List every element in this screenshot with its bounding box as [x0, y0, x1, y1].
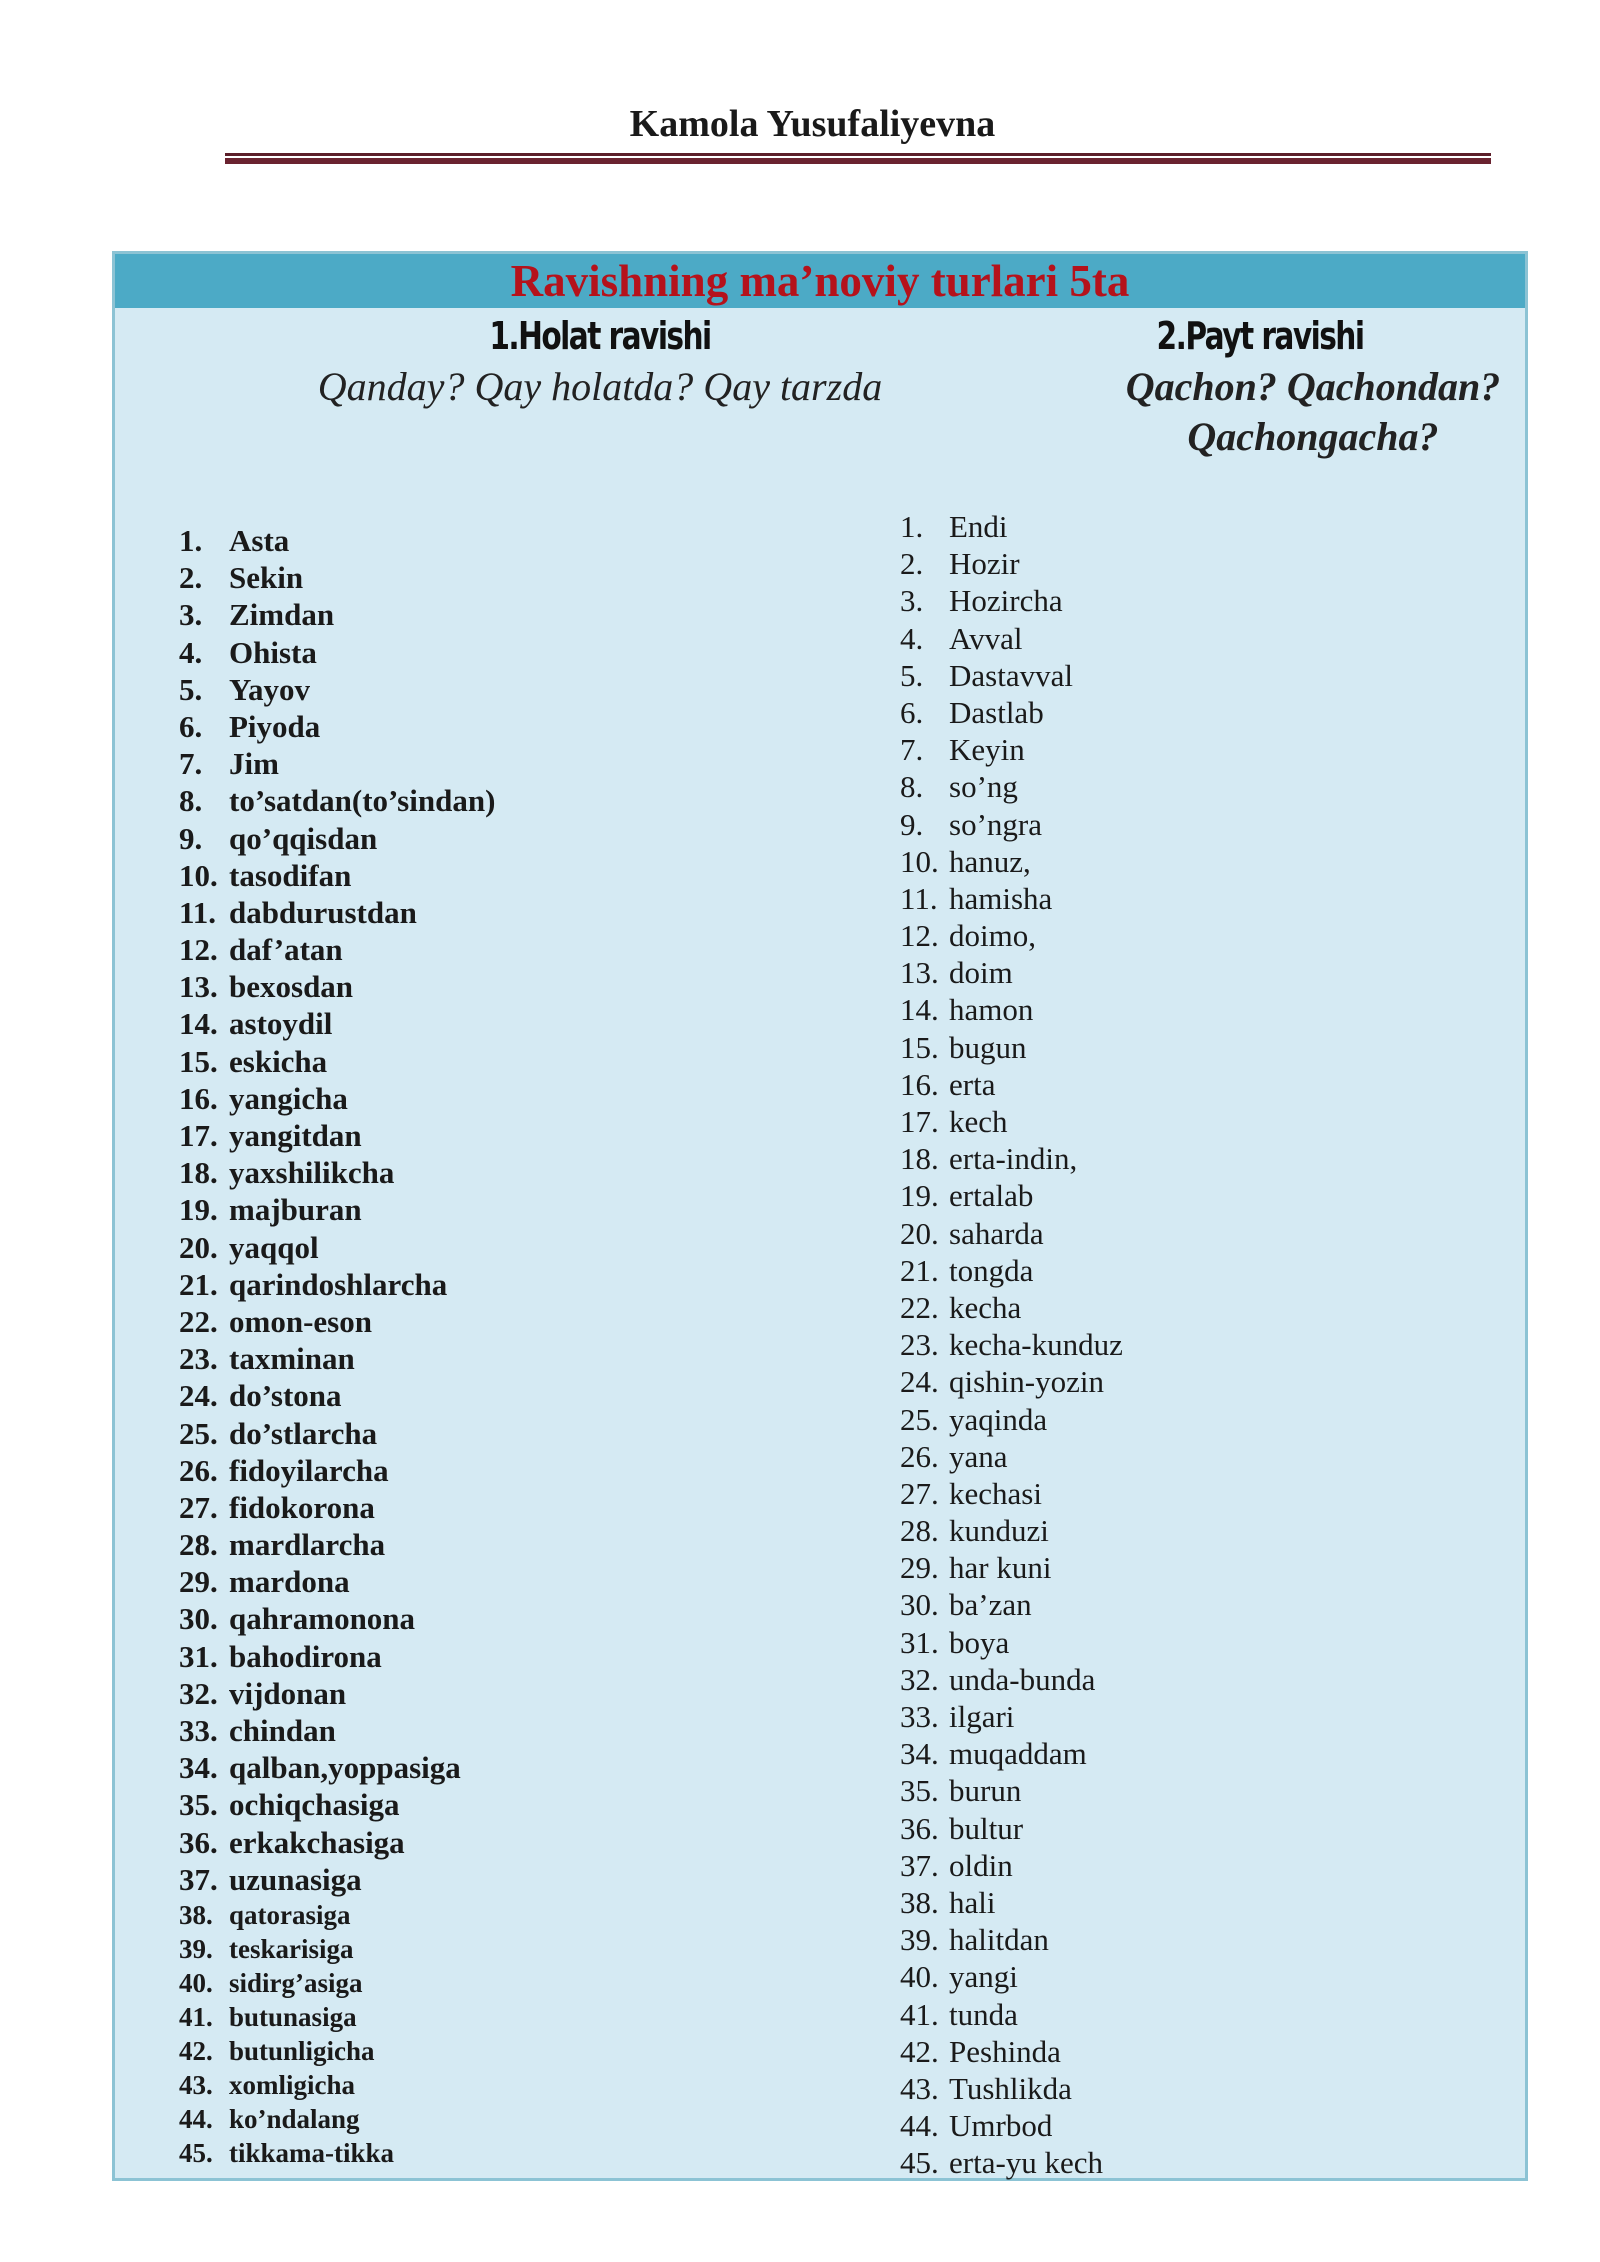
- list-item-text: har kuni: [949, 1550, 1052, 1586]
- list-item-text: sidirg’asiga: [229, 1967, 363, 1998]
- list-item-number: 23.: [179, 1341, 218, 1377]
- list-item: [900, 1289, 1123, 1326]
- list-item-text: Umrbod: [949, 2108, 1053, 2144]
- list-item-number: 44.: [900, 2108, 939, 2144]
- list-item-number: 7.: [900, 732, 924, 768]
- holat-list: [179, 522, 495, 2170]
- list-item-text: Avval: [949, 620, 1023, 656]
- author-name: Kamola Yusufaliyevna: [629, 103, 996, 145]
- list-item: [900, 1586, 1123, 1623]
- list-item-text: bahodirona: [229, 1638, 382, 1674]
- list-item: [900, 1475, 1123, 1512]
- list-item-text: hamon: [949, 992, 1034, 1028]
- list-item: [179, 522, 495, 559]
- list-item-text: Peshinda: [949, 2033, 1061, 2069]
- list-item-number: 28.: [179, 1527, 218, 1563]
- list-item-text: yana: [949, 1438, 1008, 1474]
- list-item-number: 33.: [179, 1713, 218, 1748]
- list-item-number: 38.: [900, 1884, 939, 1920]
- list-item-text: Jim: [229, 746, 279, 782]
- list-item-number: 3.: [900, 583, 924, 619]
- list-item-number: 7.: [179, 746, 203, 782]
- list-item: [179, 1117, 495, 1154]
- list-item-number: 8.: [179, 783, 203, 819]
- list-item: [179, 596, 495, 633]
- list-item-text: doimo,: [949, 918, 1036, 954]
- list-item-number: 37.: [900, 1847, 939, 1883]
- list-item: [179, 894, 495, 931]
- list-item-text: chindan: [229, 1713, 336, 1748]
- list-item-number: 9.: [179, 820, 203, 856]
- list-item-number: 3.: [179, 597, 203, 633]
- list-item: [179, 1191, 495, 1228]
- header-rule-thick: [225, 158, 1491, 164]
- payt-list: [900, 508, 1123, 2181]
- list-item-text: kech: [949, 1104, 1008, 1139]
- list-item: [179, 782, 495, 819]
- list-item-text: qishin-yozin: [949, 1364, 1104, 1400]
- list-item-number: 13.: [179, 969, 218, 1005]
- list-item-number: 33.: [900, 1699, 939, 1734]
- list-item-number: 17.: [179, 1118, 218, 1153]
- list-item: [900, 1401, 1123, 1438]
- list-item: [179, 1638, 495, 1675]
- question-line-1: Qachon? Qachondan?: [1125, 364, 1501, 409]
- list-item-text: qatorasiga: [229, 1899, 351, 1930]
- list-item-number: 23.: [900, 1327, 939, 1363]
- list-item: [179, 1526, 495, 1563]
- list-item: [900, 880, 1123, 917]
- list-item-text: Dastlab: [949, 694, 1044, 730]
- list-item: [900, 1624, 1123, 1661]
- list-item: [900, 1661, 1123, 1698]
- list-item: [179, 1966, 495, 2000]
- list-item-text: kecha: [949, 1289, 1022, 1325]
- list-item-text: erta-indin,: [949, 1141, 1078, 1177]
- list-item-number: 19.: [900, 1178, 939, 1214]
- list-item-number: 12.: [179, 932, 218, 968]
- list-item-number: 43.: [179, 2069, 213, 2100]
- list-item-number: 29.: [900, 1550, 939, 1586]
- list-item: [179, 1898, 495, 1932]
- list-item: [900, 954, 1123, 991]
- list-item-number: 40.: [179, 1967, 213, 1998]
- list-item-number: 12.: [900, 918, 939, 954]
- list-item-text: kunduzi: [949, 1513, 1049, 1549]
- list-item-text: erta-yu kech: [949, 2145, 1104, 2181]
- list-item-number: 21.: [900, 1252, 939, 1288]
- list-item-number: 31.: [179, 1638, 218, 1674]
- list-item-text: bugun: [949, 1029, 1027, 1065]
- list-item: [900, 1215, 1123, 1252]
- list-item: [179, 1080, 495, 1117]
- list-item: [179, 1749, 495, 1786]
- list-item: [900, 1884, 1123, 1921]
- list-item: [179, 1861, 495, 1898]
- list-item-number: 31.: [900, 1624, 939, 1660]
- list-item-text: erkakchasiga: [229, 1824, 405, 1860]
- list-item-number: 43.: [900, 2070, 939, 2106]
- list-item-number: 10.: [900, 843, 939, 879]
- list-item-number: 20.: [900, 1215, 939, 1251]
- list-item-number: 2.: [179, 560, 203, 596]
- list-item-number: 11.: [900, 880, 938, 916]
- list-item: [179, 1005, 495, 1042]
- list-item: [900, 2107, 1123, 2144]
- list-item: [179, 1043, 495, 1080]
- list-item-text: kechasi: [949, 1475, 1042, 1511]
- list-item-text: halitdan: [949, 1922, 1049, 1958]
- list-item-number: 22.: [179, 1303, 218, 1339]
- list-item: [900, 1810, 1123, 1847]
- list-item-text: burun: [949, 1773, 1022, 1809]
- list-item: [179, 1266, 495, 1303]
- list-item-number: 22.: [900, 1289, 939, 1325]
- list-item: [900, 991, 1123, 1028]
- column-question-payt: [973, 362, 1600, 462]
- list-item: [900, 1103, 1123, 1140]
- list-item-number: 36.: [900, 1810, 939, 1846]
- list-item-text: tasodifan: [229, 857, 352, 893]
- list-item-number: 41.: [900, 1996, 939, 2032]
- list-item-number: 35.: [179, 1787, 218, 1823]
- list-item: [900, 1066, 1123, 1103]
- list-item: [179, 1712, 495, 1749]
- list-item: [900, 2070, 1123, 2107]
- list-item-text: muqaddam: [949, 1736, 1087, 1772]
- list-item: [900, 1252, 1123, 1289]
- list-item-text: yaqqol: [229, 1229, 319, 1265]
- list-item-number: 38.: [179, 1899, 213, 1930]
- list-item: [179, 671, 495, 708]
- list-item-number: 21.: [179, 1266, 218, 1302]
- list-item-number: 27.: [900, 1475, 939, 1511]
- list-item-text: mardona: [229, 1564, 350, 1600]
- list-item-text: butunasiga: [229, 2001, 357, 2032]
- list-item-text: qarindoshlarcha: [229, 1266, 448, 1302]
- list-item-number: 37.: [179, 1861, 218, 1897]
- list-item-text: ko’ndalang: [229, 2103, 360, 2134]
- list-item-number: 15.: [179, 1043, 218, 1079]
- list-item-number: 15.: [900, 1029, 939, 1065]
- list-item-number: 6.: [900, 694, 924, 730]
- list-item: [179, 968, 495, 1005]
- list-item-text: yangitdan: [229, 1118, 362, 1153]
- header-rule-thin: [225, 153, 1491, 156]
- list-item: [179, 708, 495, 745]
- list-item-text: Keyin: [949, 732, 1025, 768]
- list-item-text: mardlarcha: [229, 1527, 386, 1563]
- list-item: [179, 857, 495, 894]
- list-item: [179, 1675, 495, 1712]
- list-item-number: 16.: [900, 1066, 939, 1102]
- list-item-text: tunda: [949, 1996, 1018, 2032]
- list-item: [179, 1786, 495, 1823]
- list-item: [900, 1698, 1123, 1735]
- list-item-text: Hozir: [949, 546, 1020, 582]
- list-item-text: do’stlarcha: [229, 1415, 378, 1451]
- list-item: [900, 620, 1123, 657]
- list-item-number: 27.: [179, 1489, 218, 1525]
- list-item-number: 20.: [179, 1229, 218, 1265]
- list-item-number: 40.: [900, 1959, 939, 1995]
- column-title-payt: 2.Payt ravishi: [1156, 314, 1364, 358]
- list-item-text: tongda: [949, 1252, 1034, 1288]
- list-item-text: Asta: [229, 523, 290, 558]
- list-item-number: 1.: [179, 523, 203, 558]
- list-item-text: yangi: [949, 1959, 1018, 1995]
- list-item-text: do’stona: [229, 1378, 342, 1414]
- list-item: [900, 843, 1123, 880]
- list-item: [900, 1549, 1123, 1586]
- list-item-text: teskarisiga: [229, 1933, 354, 1964]
- list-item-text: ertalab: [949, 1178, 1034, 1214]
- list-item-number: 45.: [900, 2145, 939, 2181]
- list-item: [900, 508, 1123, 545]
- list-item: [900, 1177, 1123, 1214]
- list-item: [900, 768, 1123, 805]
- list-item-text: majburan: [229, 1192, 362, 1228]
- list-item-number: 35.: [900, 1773, 939, 1809]
- list-item-text: so’ngra: [949, 806, 1042, 842]
- list-item: [179, 1452, 495, 1489]
- list-item: [900, 1140, 1123, 1177]
- list-item: [900, 1772, 1123, 1809]
- question-line-2: Qachongacha?: [1187, 414, 1439, 459]
- list-item-text: uzunasiga: [229, 1861, 362, 1897]
- list-item-text: Piyoda: [229, 708, 321, 744]
- list-item-number: 42.: [900, 2033, 939, 2069]
- list-item-text: Sekin: [229, 560, 304, 596]
- list-item-number: 24.: [179, 1378, 218, 1414]
- list-item-text: daf’atan: [229, 932, 343, 968]
- list-item-text: yaxshilikcha: [229, 1155, 395, 1191]
- list-item: [179, 2102, 495, 2136]
- list-item: [900, 1958, 1123, 1995]
- list-item-text: xomligicha: [229, 2069, 355, 2100]
- list-item: [179, 1600, 495, 1637]
- list-item-number: 18.: [900, 1141, 939, 1177]
- list-item-text: Yayov: [229, 671, 310, 707]
- list-item: [179, 1340, 495, 1377]
- list-item: [179, 745, 495, 782]
- list-item-number: 2.: [900, 546, 924, 582]
- list-item-number: 44.: [179, 2103, 213, 2134]
- list-item: [179, 2034, 495, 2068]
- list-item: [179, 2068, 495, 2102]
- list-item: [179, 2000, 495, 2034]
- list-item: [179, 2136, 495, 2170]
- list-item: [900, 806, 1123, 843]
- list-item-text: qahramonona: [229, 1601, 416, 1637]
- list-item-number: 45.: [179, 2137, 213, 2168]
- list-item-number: 19.: [179, 1192, 218, 1228]
- list-item: [900, 731, 1123, 768]
- list-item-number: 10.: [179, 857, 218, 893]
- list-item-text: Ohista: [229, 634, 317, 670]
- list-item-text: so’ng: [949, 769, 1018, 805]
- list-item: [900, 1363, 1123, 1400]
- list-item-number: 32.: [900, 1661, 939, 1697]
- list-item-text: hali: [949, 1884, 996, 1920]
- list-item: [900, 2144, 1123, 2181]
- list-item-text: boya: [949, 1624, 1010, 1660]
- list-item-text: kecha-kunduz: [949, 1327, 1123, 1363]
- list-item-text: hamisha: [949, 880, 1053, 916]
- list-item-number: 41.: [179, 2001, 213, 2032]
- list-item: [179, 1377, 495, 1414]
- list-item: [900, 1847, 1123, 1884]
- list-item: [179, 1489, 495, 1526]
- list-item: [179, 1932, 495, 1966]
- column-title-holat: 1.Holat ravishi: [489, 314, 711, 358]
- list-item-number: 24.: [900, 1364, 939, 1400]
- list-item-number: 26.: [900, 1438, 939, 1474]
- list-item: [179, 1229, 495, 1266]
- list-item-number: 32.: [179, 1675, 218, 1711]
- list-item-number: 17.: [900, 1104, 939, 1139]
- list-item-number: 25.: [900, 1401, 939, 1437]
- list-item-text: bexosdan: [229, 969, 354, 1005]
- list-item: [900, 1921, 1123, 1958]
- list-item-text: ochiqchasiga: [229, 1787, 400, 1823]
- list-item: [179, 931, 495, 968]
- list-item: [179, 1563, 495, 1600]
- list-item-number: 4.: [900, 620, 924, 656]
- list-item-text: oldin: [949, 1847, 1013, 1883]
- list-item-text: bultur: [949, 1810, 1024, 1846]
- list-item-text: Dastavval: [949, 657, 1073, 693]
- list-item-number: 14.: [900, 992, 939, 1028]
- list-item: [900, 917, 1123, 954]
- list-item-text: taxminan: [229, 1341, 355, 1377]
- list-item-number: 5.: [179, 671, 203, 707]
- list-item-text: qo’qqisdan: [229, 820, 378, 856]
- list-item-number: 30.: [179, 1601, 218, 1637]
- list-item: [179, 559, 495, 596]
- list-item-number: 39.: [900, 1922, 939, 1958]
- table-title: Ravishning ma’noviy turlari 5ta: [115, 254, 1525, 308]
- list-item-text: doim: [949, 955, 1013, 991]
- list-item: [900, 694, 1123, 731]
- list-item: [900, 1996, 1123, 2033]
- list-item-text: Zimdan: [229, 597, 335, 633]
- list-item-number: 6.: [179, 708, 203, 744]
- list-item: [179, 820, 495, 857]
- list-item-text: astoydil: [229, 1006, 333, 1042]
- list-item-number: 11.: [179, 894, 217, 930]
- list-item-number: 30.: [900, 1587, 939, 1623]
- list-item-number: 16.: [179, 1080, 218, 1116]
- list-item-number: 28.: [900, 1513, 939, 1549]
- list-item-text: tikkama-tikka: [229, 2137, 395, 2168]
- list-item: [179, 1154, 495, 1191]
- list-item-text: butunligicha: [229, 2035, 375, 2066]
- list-item: [179, 1824, 495, 1861]
- list-item-text: fidoyilarcha: [229, 1452, 389, 1488]
- list-item-text: dabdurustdan: [229, 894, 417, 930]
- list-item-text: to’satdan(to’sindan): [229, 783, 496, 819]
- list-item-number: 34.: [179, 1750, 218, 1786]
- list-item: [179, 1303, 495, 1340]
- adverb-table: [112, 251, 1528, 2181]
- list-item: [900, 1438, 1123, 1475]
- list-item: [900, 545, 1123, 582]
- list-item-number: 13.: [900, 955, 939, 991]
- list-item-text: saharda: [949, 1215, 1044, 1251]
- list-item: [900, 2033, 1123, 2070]
- list-item-number: 26.: [179, 1452, 218, 1488]
- list-item-text: vijdonan: [229, 1675, 347, 1711]
- list-item-text: Tushlikda: [949, 2070, 1072, 2106]
- list-item: [900, 1326, 1123, 1363]
- list-item: [900, 1512, 1123, 1549]
- list-item-number: 9.: [900, 806, 924, 842]
- list-item-number: 5.: [900, 657, 924, 693]
- list-item-text: omon-eson: [229, 1303, 372, 1339]
- column-question-holat: Qanday? Qay holatda? Qay tarzda: [317, 364, 883, 409]
- list-item-number: 36.: [179, 1824, 218, 1860]
- list-item-text: unda-bunda: [949, 1661, 1096, 1697]
- list-item-text: yaqinda: [949, 1401, 1048, 1437]
- list-item-text: Endi: [949, 509, 1008, 544]
- list-item-number: 39.: [179, 1933, 213, 1964]
- list-item-number: 14.: [179, 1006, 218, 1042]
- list-item: [900, 582, 1123, 619]
- list-item-number: 8.: [900, 769, 924, 805]
- list-item-text: ilgari: [949, 1699, 1015, 1734]
- list-item-number: 25.: [179, 1415, 218, 1451]
- list-item-number: 18.: [179, 1155, 218, 1191]
- list-item-text: yangicha: [229, 1080, 348, 1116]
- list-item-number: 29.: [179, 1564, 218, 1600]
- list-item-number: 42.: [179, 2035, 213, 2066]
- list-item-number: 34.: [900, 1736, 939, 1772]
- list-item-text: eskicha: [229, 1043, 328, 1079]
- list-item-number: 4.: [179, 634, 203, 670]
- list-item-number: 1.: [900, 509, 924, 544]
- list-item: [900, 657, 1123, 694]
- list-item-text: ba’zan: [949, 1587, 1032, 1623]
- list-item-text: qalban,yoppasiga: [229, 1750, 461, 1786]
- list-item-text: hanuz,: [949, 843, 1031, 879]
- list-item: [900, 1029, 1123, 1066]
- list-item-text: fidokorona: [229, 1489, 375, 1525]
- list-item-text: erta: [949, 1066, 996, 1102]
- list-item: [900, 1735, 1123, 1772]
- list-item-text: Hozircha: [949, 583, 1063, 619]
- list-item: [179, 634, 495, 671]
- list-item: [179, 1415, 495, 1452]
